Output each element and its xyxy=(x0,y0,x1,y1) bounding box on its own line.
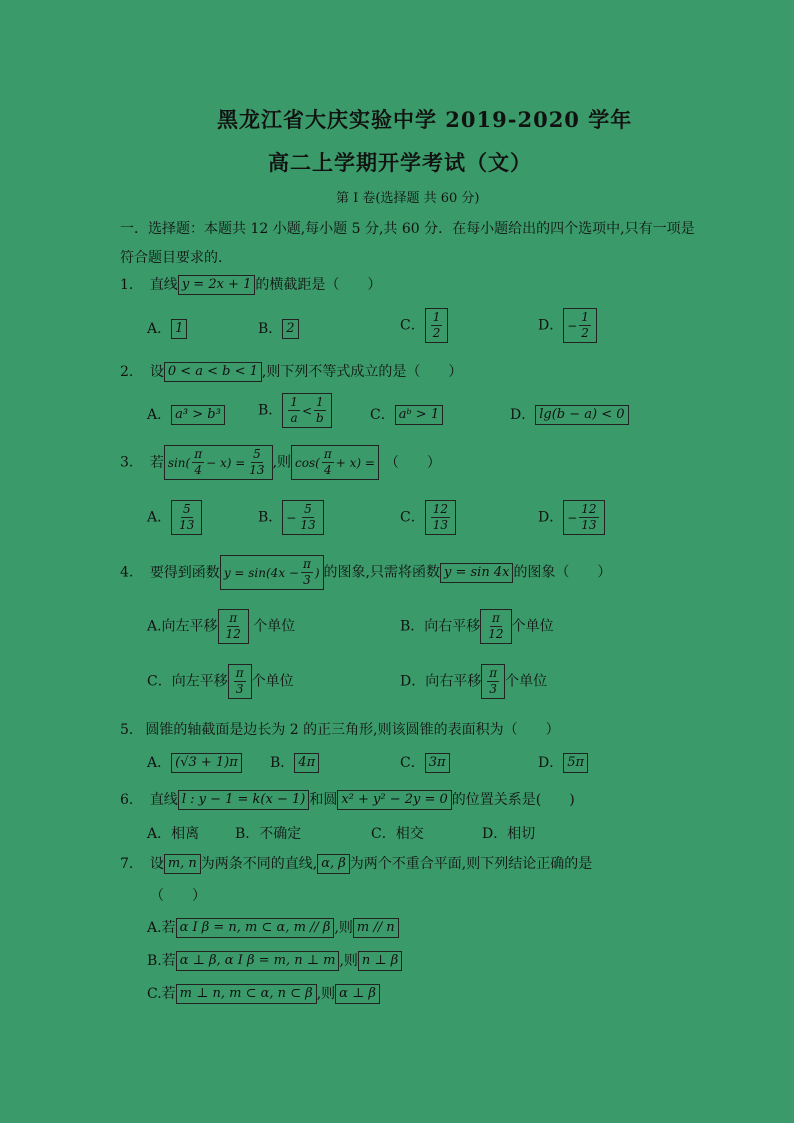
math-expression: y = sin 4x xyxy=(440,563,513,583)
option-d: D． lg(b − a) < 0 xyxy=(510,404,629,425)
math-expression: m, n xyxy=(164,854,201,874)
question-7: 7. 设 m, n 为两条不同的直线, α, β 为两个不重合平面,则下列结论正确的是 xyxy=(120,856,593,872)
option-b: B． $\frac{1}{a}$ < $\frac{1}{b}$ xyxy=(258,393,332,428)
option-b: B． − $\frac{5}{13}$ xyxy=(258,500,324,535)
section-heading: 第 I 卷(选择题 共 60 分) xyxy=(336,191,480,206)
question-3: 3. 若 sin( $\frac{\pi}{4}$ − x) = $\frac{5}{13}$ ,则 cos( $\frac{\pi}{4}$ + x) = （ ） xyxy=(120,445,441,480)
question-2: 2. 设 0 < a < b < 1 ,则下列不等式成立的是（ ） xyxy=(120,364,463,380)
math-expression: x² + y² − 2y = 0 xyxy=(337,790,451,810)
question-1: 1. 直线 y = 2x + 1 的横截距是（ ） xyxy=(120,277,382,293)
option-c: C．相交 xyxy=(371,826,424,842)
math-expression: 0 < a < b < 1 xyxy=(164,362,262,382)
option-a: A.向左平移 $\frac{\pi}{12}$ 个单位 xyxy=(147,609,295,644)
math-expression: cos( $\frac{\pi}{4}$ + x) = xyxy=(291,445,379,480)
question-5: 5. 圆锥的轴截面是边长为 2 的正三角形,则该圆锥的表面积为（ ） xyxy=(120,722,560,738)
option-d: D． − $\frac{12}{13}$ xyxy=(538,500,605,535)
option-d: D． 5π xyxy=(538,752,588,773)
option-d: D． − $\frac{1}{2}$ xyxy=(538,308,597,343)
option-a: A． 1 xyxy=(147,318,187,339)
math-expression: sin( $\frac{\pi}{4}$ − x) = $\frac{5}{13}$ xyxy=(164,445,273,480)
instructions-line-2: 符合题目要求的. xyxy=(120,250,223,266)
instructions-line-1: 一．选择题：本题共 12 小题,每小题 5 分,共 60 分．在每小题给出的四个选项中,只有一项是 xyxy=(120,221,695,237)
question-number: 1. xyxy=(120,277,134,293)
option-b: B.若 α ⊥ β, α I β = m, n ⊥ m ,则 n ⊥ β xyxy=(147,950,402,971)
option-c: C．向左平移 $\frac{\pi}{3}$ 个单位 xyxy=(147,664,294,699)
option-c: C． $\frac{1}{2}$ xyxy=(400,308,448,343)
option-d: D．相切 xyxy=(482,826,536,842)
page-subtitle: 高二上学期开学考试（文） xyxy=(268,150,532,175)
option-b: B． 4π xyxy=(270,752,319,773)
math-expression: l : y − 1 = k(x − 1) xyxy=(178,790,310,810)
math-expression: α, β xyxy=(317,854,350,874)
option-d: D．向右平移 $\frac{\pi}{3}$ 个单位 xyxy=(400,664,547,699)
option-a: A． a³ > b³ xyxy=(147,404,225,425)
page-title: 黑龙江省大庆实验中学 2019-2020 学年 xyxy=(217,107,633,132)
answer-paren: （ ） xyxy=(150,888,206,904)
option-c: C． 3π xyxy=(400,752,450,773)
option-c: C． aᵇ > 1 xyxy=(370,404,443,425)
option-a: A.若 α I β = n, m ⊂ α, m // β ,则 m // n xyxy=(147,917,399,938)
question-4: 4. 要得到函数 y = sin(4x − $\frac{\pi}{3}$ ) 的图象,只需将函数 y = sin 4x 的图象（ ） xyxy=(120,555,611,590)
option-a: A． (√3 + 1)π xyxy=(147,752,242,773)
math-expression: y = 2x + 1 xyxy=(178,275,256,295)
option-a: A． $\frac{5}{13}$ xyxy=(147,500,202,535)
option-b: B．向右平移 $\frac{\pi}{12}$ 个单位 xyxy=(400,609,554,644)
option-a: A．相离 xyxy=(147,826,200,842)
math-expression: y = sin(4x − $\frac{\pi}{3}$ ) xyxy=(220,555,324,590)
option-b: B． 2 xyxy=(258,318,299,339)
option-c: C.若 m ⊥ n, m ⊂ α, n ⊂ β ,则 α ⊥ β xyxy=(147,983,380,1004)
question-6: 6. 直线 l : y − 1 = k(x − 1) 和圆 x² + y² − 2y = 0 的位置关系是( ) xyxy=(120,792,575,808)
option-c: C． $\frac{12}{13}$ xyxy=(400,500,456,535)
option-b: B．不确定 xyxy=(235,826,302,842)
